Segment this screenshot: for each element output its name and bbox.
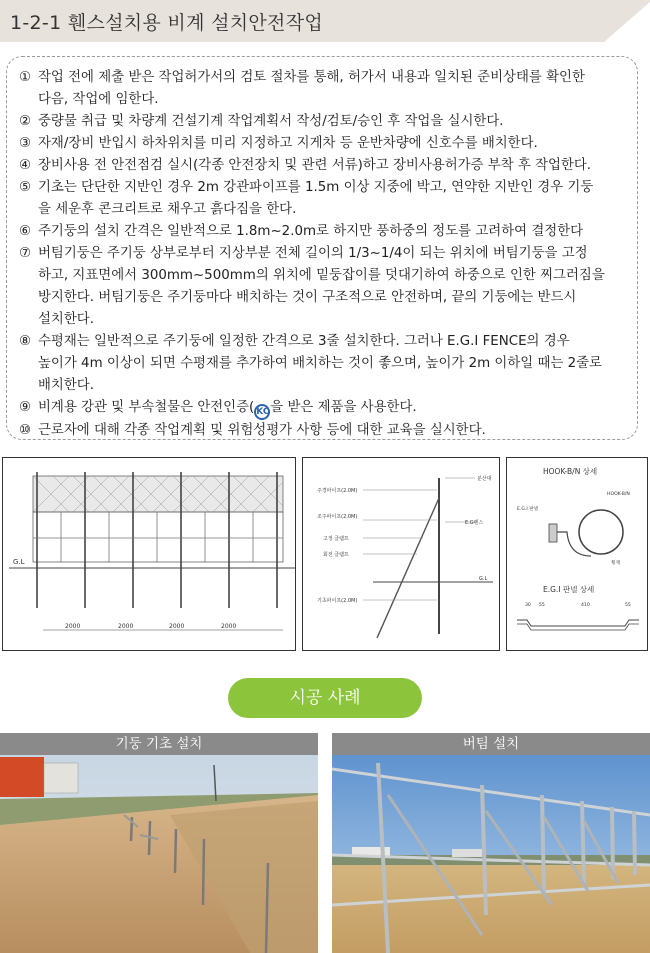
note-item <box>19 111 629 133</box>
section-label: 회전 클램프 <box>323 552 349 558</box>
note-text: 설치한다. <box>38 312 94 327</box>
note-item <box>19 133 629 155</box>
note-number: ⑦ <box>19 246 32 261</box>
section-label: E.G펜스 <box>465 520 484 526</box>
note-number: ② <box>19 114 32 129</box>
note-text: 하고, 지표면에서 300mm~500mm의 위치에 밑둥잡이를 덧대기하여 하중으로 인한 찌그러짐을 <box>38 268 605 283</box>
note-number: ⑥ <box>19 224 32 239</box>
note-number: ⑩ <box>19 423 32 438</box>
note-text: 방지한다. 버팀기둥은 주기둥마다 배치하는 것이 구조적으로 안전하며, 끝의 기둥에는 반드시 <box>38 290 577 305</box>
photo-label-2: 버팀 설치 <box>332 733 650 755</box>
dim-label: 2000 <box>169 623 185 630</box>
note-text: 장비사용 전 안전점검 실시(각종 안전장치 및 관련 서류)하고 장비사용허가증 부착 후 작업한다. <box>38 158 592 173</box>
note-number: ④ <box>19 158 32 173</box>
note-number: ⑤ <box>19 180 32 195</box>
photo-brace-installation <box>332 755 650 953</box>
note-text: 버팀기둥은 주기둥 상부로부터 지상부분 전체 길이의 1/3~1/4이 되는 위치에 버팀기둥을 고정 <box>38 246 588 261</box>
gl-label: G.L <box>479 576 488 582</box>
note-number: ① <box>19 70 32 85</box>
section-label: 조주파이프(2.0M) <box>317 514 358 520</box>
panel-label: E.G.I 판넬 <box>517 507 539 512</box>
dim-label: 410 <box>581 603 590 608</box>
photo-post-foundation <box>0 755 318 953</box>
note-text: 을 세운후 콘크리트로 채우고 흙다짐을 한다. <box>38 202 297 217</box>
kc-mark-icon: KC <box>254 404 270 420</box>
safety-notes-list <box>19 67 629 442</box>
dim-label: 30 <box>525 603 531 608</box>
note-text: 다음, 작업에 임한다. <box>38 92 159 107</box>
note-item <box>19 397 629 420</box>
detail-title: HOOK-B/N 상세 <box>543 467 598 476</box>
note-item <box>19 331 629 397</box>
fence-elevation-drawing <box>2 457 296 651</box>
note-text: 수평재는 일반적으로 주기둥에 일정한 간격으로 3줄 설치한다. 그러나 E.G.I FENCE의 경우 <box>38 334 570 349</box>
bar-label: 횡재 <box>611 561 620 566</box>
hook-label: HOOK-B/N <box>607 492 630 497</box>
note-text: 근로자에 대해 각종 작업계획 및 위험성평가 사항 등에 대한 교육을 실시한다. <box>38 423 486 438</box>
dim-label: 2000 <box>118 623 134 630</box>
note-number: ⑧ <box>19 334 32 349</box>
section-label: 분산대 <box>477 476 492 482</box>
note-item <box>19 155 629 177</box>
page-title: 1-2-1 휀스설치용 비계 설치안전작업 <box>10 12 323 34</box>
section-label: 고정 클램프 <box>323 536 349 542</box>
detail-title: E.G.I 판넬 상세 <box>543 585 595 594</box>
note-text: 자재/장비 반입시 하차위치를 미리 지정하고 지게차 등 운반차량에 신호수를 배치한다. <box>38 136 538 151</box>
note-text: 기초는 단단한 지반인 경우 2m 강관파이프를 1.5m 이상 지중에 박고, 연약한 지반인 경우 기둥 <box>38 180 594 195</box>
dim-label: 55 <box>539 603 545 608</box>
section-label: 기초파이프(2.0M) <box>317 598 358 604</box>
note-number: ⑨ <box>19 400 32 415</box>
note-text: 을 받은 제품을 사용한다. <box>270 400 417 415</box>
gl-label: G.L <box>13 558 25 566</box>
fence-section-drawing <box>302 457 500 651</box>
note-item <box>19 420 629 442</box>
note-text: 작업 전에 제출 받은 작업허가서의 검토 절차를 통해, 허가서 내용과 일치된 준비상태를 확인한 <box>38 70 585 85</box>
note-number: ③ <box>19 136 32 151</box>
section-pill: 시공 사례 <box>228 678 422 718</box>
note-item <box>19 221 629 243</box>
hook-detail-drawing <box>506 457 648 651</box>
dim-label: 55 <box>625 603 631 608</box>
mesh-panel-top <box>33 476 283 512</box>
dim-label: 2000 <box>221 623 237 630</box>
note-text: 높이가 4m 이상이 되면 수평재를 추가하여 배치하는 것이 좋으며, 높이가 2m 이하일 때는 2줄로 <box>38 356 602 371</box>
note-text: 중량물 취급 및 차량계 건설기계 작업계획서 작성/검토/승인 후 작업을 실시한다. <box>38 114 504 129</box>
note-text: 배치한다. <box>38 378 94 393</box>
dim-label: 2000 <box>65 623 81 630</box>
note-item <box>19 177 629 221</box>
section-label: 주경파이프(2.0M) <box>317 488 358 494</box>
note-item <box>19 243 629 331</box>
note-text: 비계용 강관 및 부속철물은 안전인증( <box>38 400 255 415</box>
title-bar <box>0 0 650 42</box>
note-item <box>19 67 629 111</box>
photo-label-1: 기둥 기초 설치 <box>0 733 318 755</box>
note-text: 주기둥의 설치 간격은 일반적으로 1.8m~2.0m로 하지만 풍하중의 정도를 고려하여 결정한다 <box>38 224 584 239</box>
notes-box <box>6 56 638 440</box>
